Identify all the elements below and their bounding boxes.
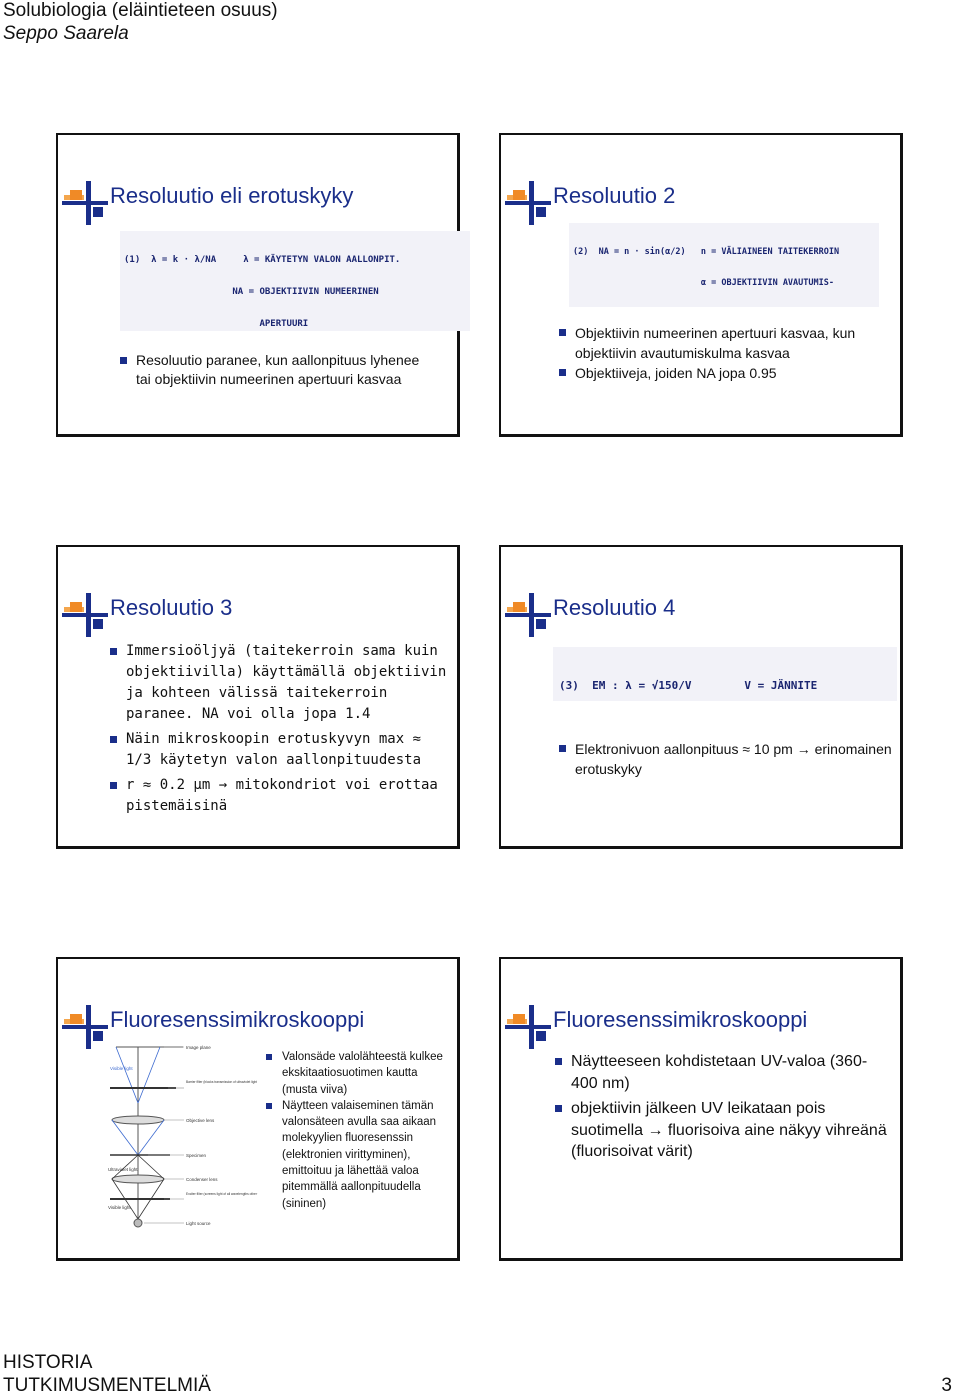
bullet-square-icon (559, 329, 566, 336)
bullet-text: objektiivin jälkeen UV leikataan pois suotimella → fluorisoiva aine näkyy vihreänä (fluorisoivat värit) (571, 1100, 887, 1160)
bullet-square-icon (555, 1058, 562, 1065)
slide-logo-icon (505, 593, 551, 637)
formula-line: NA = OBJEKTIIVIN NUMEERINEN (124, 286, 379, 297)
bullet-item (555, 1098, 891, 1163)
bullet-text: Objektiivin numeerinen apertuuri kasvaa, kun objektiivin avautumiskulma kasvaa (575, 325, 856, 361)
bullet-square-icon (555, 1105, 562, 1112)
bullet-square-icon (266, 1103, 272, 1109)
bullet-item (110, 775, 450, 817)
diagram-label: Visible light (108, 1205, 131, 1210)
bullet-text: Resoluutio paranee, kun aallonpituus lyhenee tai objektiivin numeerinen apertuuri kasvaa (136, 352, 420, 387)
document-header-title: Solubiologia (eläintieteen osuus) (3, 0, 278, 21)
handwritten-formula (569, 223, 879, 307)
formula-line: α = OBJEKTIIVIN AVAUTUMIS- (573, 277, 834, 288)
bullet-square-icon (110, 782, 117, 789)
bullet-square-icon (110, 648, 117, 655)
bullet-list (266, 1049, 450, 1212)
formula-line: (2) NA = n · sin(α/2) n = VÄLIAINEEN TAITEKERROIN (573, 247, 840, 258)
formula-line: (1) λ = k · λ/NA λ = KÄYTETYN VALON AALLONPIT. (124, 254, 401, 265)
bullet-text: Immersioöljyä (taitekerroin sama kuin objektiivilla) käyttämällä objektiivin ja kohteen välissä taitekerroin paranee. NA voi olla jopa 1.4 (126, 643, 447, 722)
microscope-light-path-figure (108, 1043, 258, 1229)
handwritten-formula (120, 231, 470, 331)
slide-logo-icon (505, 1005, 551, 1049)
bullet-item (559, 739, 895, 779)
bullet-item (110, 729, 450, 771)
bullet-list (110, 641, 450, 817)
handwritten-formula (553, 647, 897, 701)
page-number: 3 (941, 1375, 952, 1396)
bullet-item (559, 363, 895, 383)
slide-logo-icon (62, 593, 108, 637)
diagram-label: Light source (186, 1221, 211, 1226)
bullet-item (266, 1049, 450, 1098)
bullet-list (120, 351, 420, 389)
formula-line: (3) EM : λ = √150/V V = JÄNNITE (559, 679, 818, 693)
slide-logo-icon (505, 181, 551, 225)
bullet-text: Näytteen valaiseminen tämän valonsäteen avulla saa aikaan molekyylien fluoresenssin (elektronien virittyminen), emittoituu ja lähettää valoa pitemmällä aallonpituudella (sininen) (282, 1099, 437, 1210)
bullet-square-icon (110, 736, 117, 743)
slide-2 (499, 133, 903, 437)
slide-1 (56, 133, 460, 437)
bullet-square-icon (120, 357, 127, 364)
diagram-label: Image plane (186, 1045, 211, 1050)
diagram-label: Exciter filter (screens light of all wavelengths other (186, 1192, 257, 1196)
bullet-item (555, 1051, 891, 1094)
formula-line: APERTUURI (124, 319, 309, 330)
bullet-square-icon (559, 745, 566, 752)
bullet-text: Näin mikroskoopin erotuskyvyn max ≈ 1/3 käytetyn valon aallonpituudesta (126, 731, 422, 768)
slide-logo-icon (62, 1005, 108, 1049)
slide-6 (499, 957, 903, 1261)
bullet-text: Objektiiveja, joiden NA jopa 0.95 (575, 365, 777, 381)
bullet-text: Elektronivuon aallonpituus ≈ 10 pm → erinomainen erotuskyky (575, 741, 892, 777)
slide-5 (56, 957, 460, 1261)
fluorescence-microscope-diagram (108, 1043, 258, 1229)
diagram-label: Condenser lens (186, 1177, 218, 1182)
footer-subtitle: TUTKIMUSMENTELMIÄ (3, 1375, 211, 1396)
bullet-text: Näytteeseen kohdistetaan UV-valoa (360-400 nm) (571, 1053, 868, 1092)
diagram-label: Ultraviolet light (108, 1167, 138, 1172)
document-header-author: Seppo Saarela (3, 23, 129, 44)
slide-title: Resoluutio 4 (553, 595, 676, 620)
bullet-list (555, 1051, 891, 1163)
footer-section-title: HISTORIA (3, 1352, 93, 1373)
diagram-label: Objective lens (186, 1118, 215, 1123)
bullet-square-icon (559, 369, 566, 376)
slide-title: Resoluutio 3 (110, 595, 233, 620)
bullet-item (120, 351, 420, 389)
slide-title: Fluoresenssimikroskooppi (553, 1007, 808, 1032)
slide-logo-icon (62, 181, 108, 225)
slide-title: Resoluutio 2 (553, 183, 676, 208)
bullet-item (266, 1098, 450, 1212)
bullet-list (559, 323, 895, 383)
bullet-item (559, 323, 895, 363)
slide-4 (499, 545, 903, 849)
slide-title: Resoluutio eli erotuskyky (110, 183, 354, 208)
bullet-square-icon (266, 1054, 272, 1060)
diagram-label: Visible light (110, 1066, 133, 1071)
bullet-list (559, 739, 895, 779)
bullet-text: r ≈ 0.2 μm → mitokondriot voi erottaa pistemäisinä (126, 777, 438, 814)
bullet-item (110, 641, 450, 725)
diagram-label: Specimen (186, 1153, 207, 1158)
slide-3 (56, 545, 460, 849)
slide-title: Fluoresenssimikroskooppi (110, 1007, 365, 1032)
diagram-label: Barrier filter (blocks transmission of ultraviolet light (186, 1080, 258, 1084)
bullet-text: Valonsäde valolähteestä kulkee ekskitaatiosuotimen kautta (musta viiva) (282, 1051, 443, 1096)
